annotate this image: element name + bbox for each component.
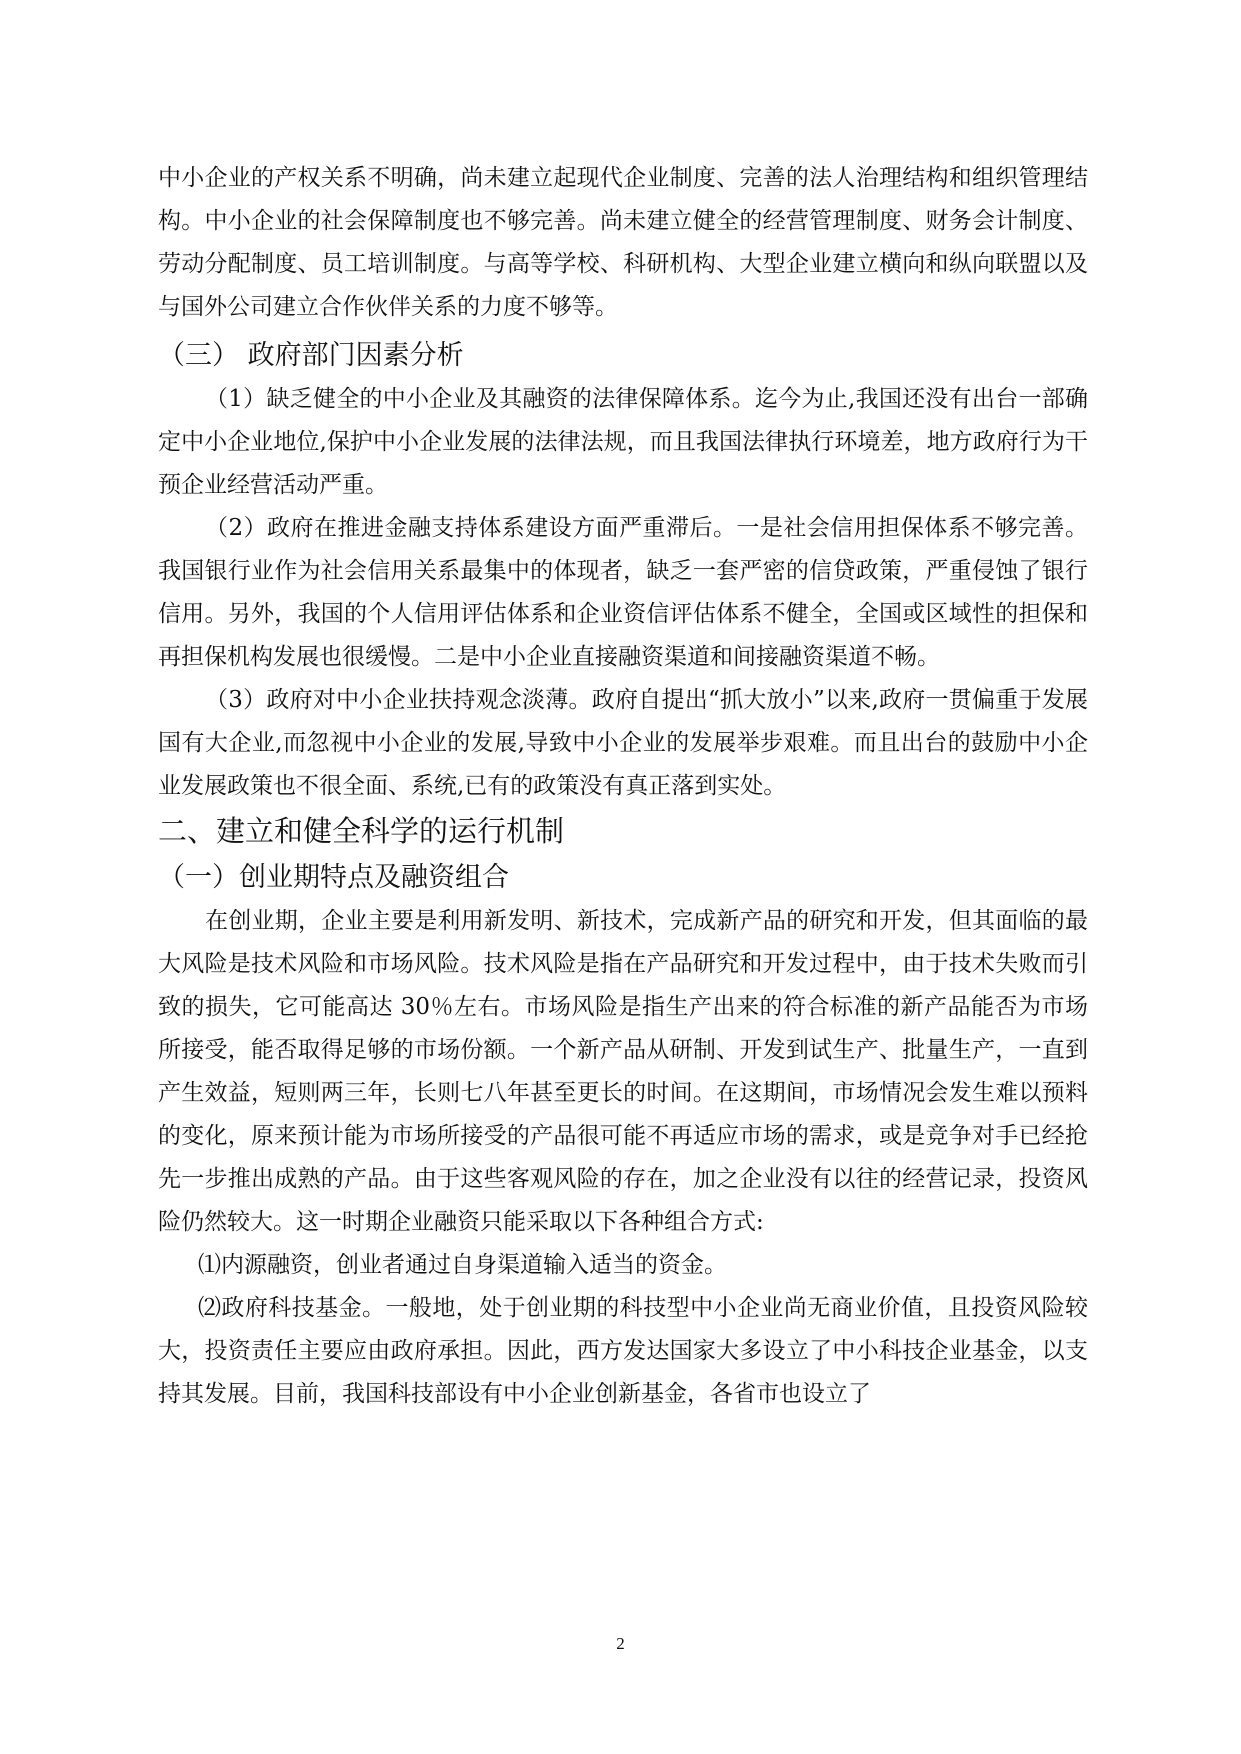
body-paragraph: 在创业期，企业主要是利用新发明、新技术，完成新产品的研究和开发，但其面临的最大风险是技术风险和市场风险。技术风险是指在产品研究和开发过程中，由于技术失败而引致的损失，它可能高达 30％左右。市场风险是指生产出来的符合标准的新产品能否为市场所接受，能否取得足够的市场份额。一个新产品从研制、开发到试生产、批量生产，一直到产生效益，短则两三年，长则七八年甚至更长的时间。在这期间，市场情况会发生难以预料的变化，原来预计能为市场所接受的产品很可能不再适应市场的需求，或是竞争对手已经抢先一步推出成熟的产品。由于这些客观风险的存在，加之企业没有以往的经营记录，投资风险仍然较大。这一时期企业融资只能采取以下各种组合方式:	[158, 908, 1088, 1235]
section-heading: （三） 政府部门因素分析	[158, 340, 464, 371]
document-body	[158, 157, 1088, 1416]
body-paragraph: （2）政府在推进金融支持体系建设方面严重滞后。一是社会信用担保体系不够完善。我国银行业作为社会信用关系最集中的体现者，缺乏一套严密的信贷政策，严重侵蚀了银行信用。另外，我国的个人信用评估体系和企业资信评估体系不健全，全国或区域性的担保和再担保机构发展也很缓慢。二是中小企业直接融资渠道和间接融资渠道不畅。	[158, 515, 1088, 670]
body-paragraph: 中小企业的产权关系不明确，尚未建立起现代企业制度、完善的法人治理结构和组织管理结构。中小企业的社会保障制度也不够完善。尚未建立健全的经营管理制度、财务会计制度、劳动分配制度、员工培训制度。与高等学校、科研机构、大型企业建立横向和纵向联盟以及与国外公司建立合作伙伴关系的力度不够等。	[158, 165, 1088, 320]
body-paragraph: （1）缺乏健全的中小企业及其融资的法律保障体系。迄今为止,我国还没有出台一部确定中小企业地位,保护中小企业发展的法律法规，而且我国法律执行环境差，地方政府行为干预企业经营活动严重。	[158, 386, 1088, 498]
body-paragraph: ⑴内源融资，创业者通过自身渠道输入适当的资金。	[198, 1252, 727, 1278]
body-paragraph: ⑵政府科技基金。一般地，处于创业期的科技型中小企业尚无商业价值，且投资风险较大，投资责任主要应由政府承担。因此，西方发达国家大多设立了中小科技企业基金，以支持其发展。目前，我国科技部设有中小企业创新基金，各省市也设立了	[158, 1295, 1088, 1407]
section-heading: （一）创业期特点及融资组合	[158, 862, 509, 893]
body-paragraph: （3）政府对中小企业扶持观念淡薄。政府自提出“抓大放小”以来,政府一贯偏重于发展国有大企业,而忽视中小企业的发展,导致中小企业的发展举步艰难。而且出台的鼓励中小企业发展政策也不很全面、系统,已有的政策没有真正落到实处。	[158, 687, 1088, 799]
page-number: 2	[616, 1634, 625, 1653]
chapter-heading: 二、建立和健全科学的运行机制	[158, 814, 565, 848]
